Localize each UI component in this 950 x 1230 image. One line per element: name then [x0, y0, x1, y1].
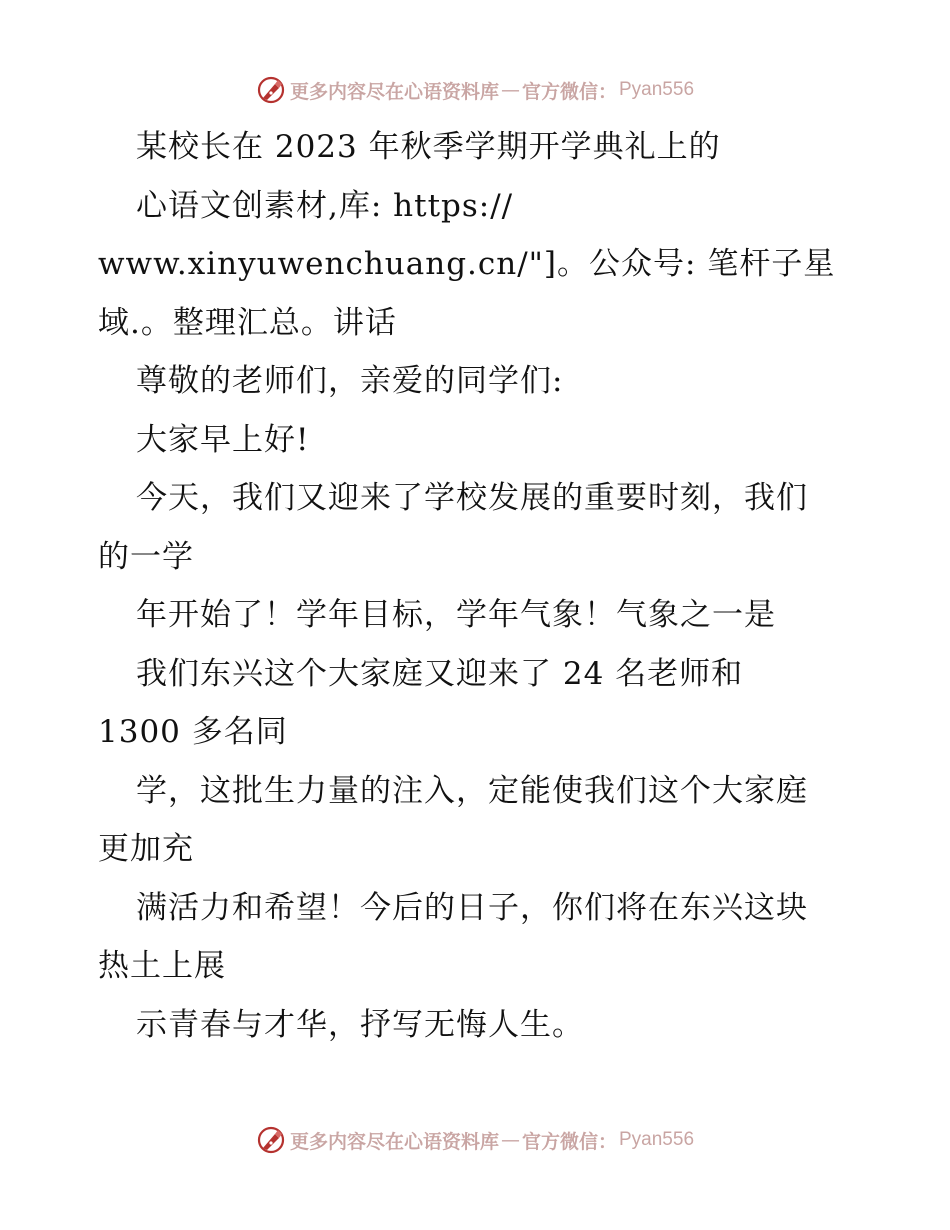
- body-line: 心语文创素材,库: https://: [136, 187, 514, 224]
- body-line: 尊敬的老师们，亲爱的同学们:: [136, 363, 564, 399]
- banner-separator: —: [500, 1129, 520, 1151]
- header-banner: [0, 70, 950, 110]
- banner-separator: —: [500, 79, 520, 101]
- body-line: 示青春与才华，抒写无悔人生。: [136, 1006, 584, 1043]
- body-line: 大家早上好!: [136, 421, 310, 458]
- banner-wechat-id: Pyan556: [619, 79, 695, 100]
- body-line: 年开始了！学年目标，学年气象！气象之一是: [136, 597, 776, 633]
- banner-text: 更多内容尽在心语资料库: [289, 1130, 499, 1153]
- body-line: 我们东兴这个大家庭又迎来了 24 名老师和: [136, 655, 744, 692]
- body-line: 更加充: [98, 831, 194, 867]
- banner-wechat-label: 官方微信：: [521, 1130, 617, 1153]
- body-line: 热土上展: [98, 948, 226, 984]
- body-line: 域.。整理汇总。讲话: [98, 304, 397, 341]
- body-line: 满活力和希望！今后的日子，你们将在东兴这块: [136, 889, 808, 926]
- banner-wechat-id: Pyan556: [619, 1129, 695, 1150]
- body-line: 某校长在 2023 年秋季学期开学典礼上的: [136, 129, 721, 165]
- pen-nib-logo-icon: [256, 75, 286, 105]
- body-line: www.xinyuwenchuang.cn/"]。公众号: 笔杆子星: [98, 246, 836, 282]
- document-body: [98, 118, 888, 1054]
- pen-nib-logo-icon: [256, 1125, 286, 1155]
- footer-banner: [0, 1120, 950, 1160]
- body-line: 学，这批生力量的注入，定能使我们这个大家庭: [136, 772, 808, 809]
- body-line: 今天，我们又迎来了学校发展的重要时刻，我们: [136, 480, 808, 516]
- body-line: 1300 多名同: [98, 714, 288, 750]
- banner-wechat-label: 官方微信：: [521, 80, 617, 103]
- body-line: 的一学: [98, 538, 194, 575]
- banner-text: 更多内容尽在心语资料库: [289, 80, 499, 103]
